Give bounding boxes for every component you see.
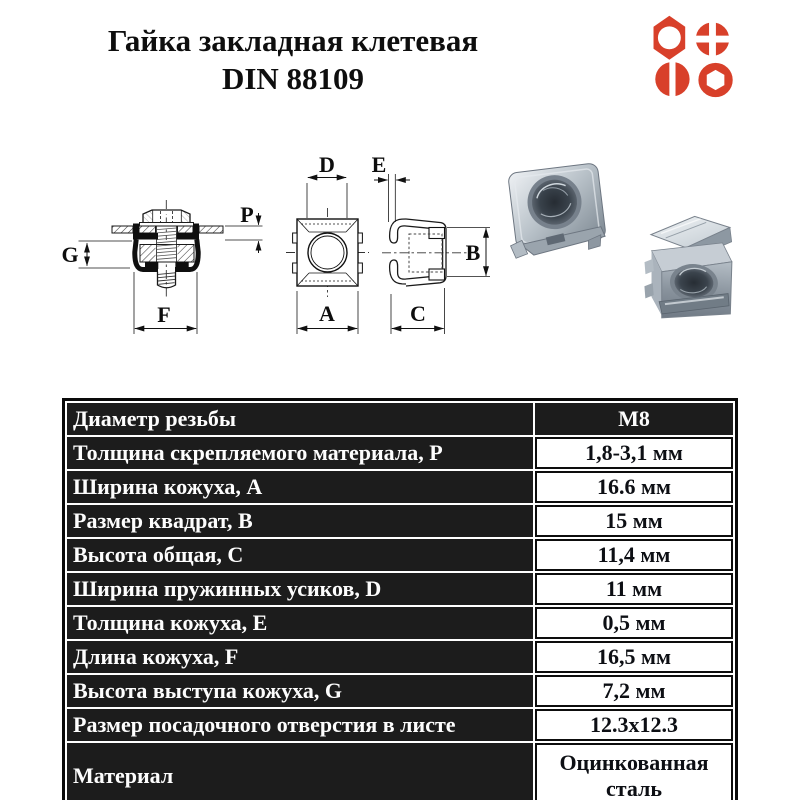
spec-label: Диаметр резьбы (67, 403, 533, 435)
spec-label: Длина кожуха, F (67, 641, 533, 673)
table-row (67, 641, 733, 673)
cage-nut-section-drawing (60, 150, 275, 345)
dimension-g (61, 241, 132, 268)
spec-value: 12.3x12.3 (535, 709, 733, 741)
table-row (67, 573, 733, 605)
top-view (286, 208, 369, 297)
dimension-label-e: E (371, 152, 387, 177)
phillips-head-icon (693, 20, 732, 59)
table-row (67, 607, 733, 639)
table-row (67, 437, 733, 469)
table-row (67, 709, 733, 741)
table-row (67, 403, 733, 435)
spec-value: 16.6 мм (535, 471, 733, 503)
spec-label: Высота выступа кожуха, G (67, 675, 533, 707)
spec-label: Ширина кожуха, A (67, 471, 533, 503)
spec-label: Размер посадочного отверстия в листе (67, 709, 533, 741)
dimension-e (372, 152, 410, 222)
dimension-f (134, 272, 197, 334)
product-title: Гайка закладная клетевая (107, 23, 479, 58)
spec-value: 15 мм (535, 505, 733, 537)
spec-value: 16,5 мм (535, 641, 733, 673)
table-row (67, 675, 733, 707)
spec-value: 1,8-3,1 мм (535, 437, 733, 469)
photo-cage-nut-side (632, 208, 744, 332)
spec-label: Толщина скрепляемого материала, P (67, 437, 533, 469)
nut-body (140, 240, 194, 263)
side-view (382, 219, 478, 286)
spec-label: Высота общая, C (67, 539, 533, 571)
dimension-label-c: C (410, 301, 426, 326)
spec-label: Ширина пружинных усиков, D (67, 573, 533, 605)
spec-value: 11 мм (535, 573, 733, 605)
photo-cage-nut-top (498, 156, 614, 260)
socket-head-icon (698, 63, 732, 97)
dimension-a (297, 291, 358, 334)
spec-label: Материал (67, 743, 533, 800)
spec-value: 0,5 мм (535, 607, 733, 639)
table-row (67, 743, 733, 800)
product-standard: DIN 88109 (221, 61, 365, 96)
dimension-label-p: P (240, 202, 254, 227)
dimension-label-f: F (157, 302, 171, 327)
hex-nut-icon (654, 16, 686, 60)
spec-value: 7,2 мм (535, 675, 733, 707)
spec-label: Размер квадрат, B (67, 505, 533, 537)
dimension-label-g: G (61, 242, 79, 267)
cage-nut-views-drawing (280, 150, 495, 345)
dimension-label-b: B (465, 240, 481, 265)
table-row (67, 539, 733, 571)
dimension-label-d: D (319, 152, 335, 177)
brand-logo (650, 14, 738, 102)
dimension-b (447, 228, 490, 277)
spec-value: Оцинкованная сталь (535, 743, 733, 800)
spec-table (62, 398, 738, 800)
dimension-p (225, 202, 263, 253)
spec-value: 11,4 мм (535, 539, 733, 571)
spec-value: M8 (535, 403, 733, 435)
dimension-c (391, 288, 445, 334)
page-title (0, 22, 586, 98)
table-row (67, 471, 733, 503)
slotted-head-icon (655, 60, 689, 99)
dimension-d (307, 152, 347, 218)
spec-label: Толщина кожуха, E (67, 607, 533, 639)
dimension-label-a: A (319, 301, 335, 326)
table-row (67, 505, 733, 537)
